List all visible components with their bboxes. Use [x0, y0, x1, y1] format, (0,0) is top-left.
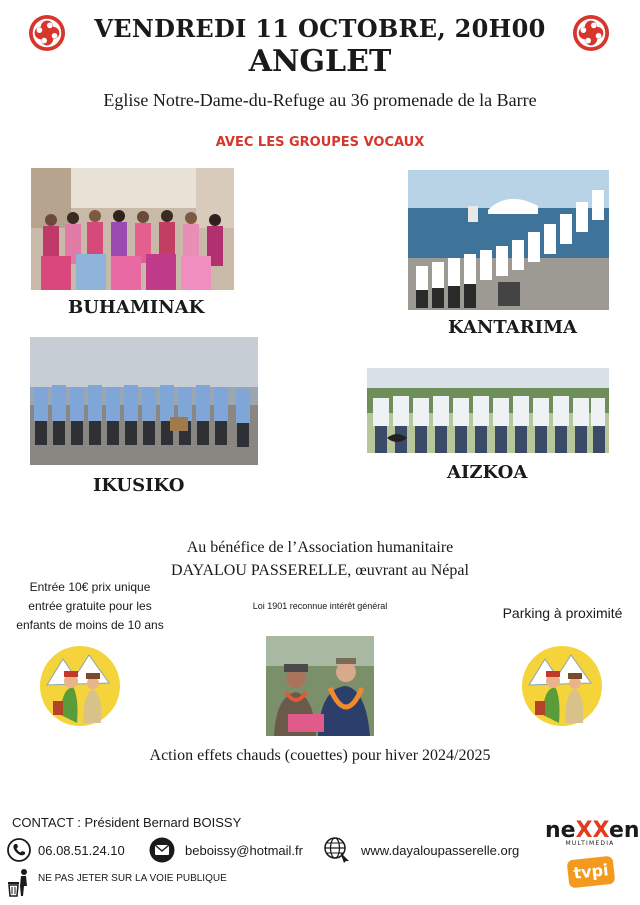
photo-kantarima [408, 170, 609, 310]
group-name-aizkoa: AIZKOA [447, 462, 528, 483]
action-text: Action effets chauds (couettes) pour hiver 2024/2025 [149, 747, 491, 764]
benefit-text [0, 536, 640, 582]
contact-email[interactable]: beboissy@hotmail.fr [185, 843, 303, 858]
parking-note: Parking à proximité [502, 605, 623, 621]
phone-icon [7, 838, 31, 862]
group-name-kantarima: KANTARIMA [448, 317, 577, 338]
event-date: VENDREDI 11 OCTOBRE, 20H00 [94, 14, 546, 43]
mascot-left-illustration [39, 645, 121, 727]
nexxen-logo-sub: MULTIMEDIA [565, 840, 615, 847]
nexxen-logo-xx: XX [575, 818, 609, 843]
photo-ikusiko [30, 337, 258, 465]
globe-icon [323, 836, 351, 864]
email-icon [149, 837, 175, 863]
groups-intro: AVEC LES GROUPES VOCAUX [215, 135, 425, 150]
contact-label: CONTACT : Président Bernard BOISSY [12, 815, 242, 830]
price-line-2: entrée gratuite pour les [28, 599, 152, 613]
photo-nepal-beneficiaries [266, 636, 374, 736]
price-info [6, 578, 174, 635]
benefit-line-2: DAYALOU PASSERELLE, œuvrant au Népal [171, 562, 469, 579]
mascot-right-illustration [521, 645, 603, 727]
photo-aizkoa [367, 368, 609, 453]
nexxen-logo-en: en [608, 818, 640, 843]
tvpi-logo-text: tvpi [572, 860, 610, 883]
loi-1901-note: Loi 1901 reconnue intérêt général [252, 601, 388, 611]
nexxen-logo [545, 818, 640, 847]
contact-phone: 06.08.51.24.10 [38, 843, 125, 858]
price-line-1: Entrée 10€ prix unique [29, 580, 151, 594]
price-line-3: enfants de moins de 10 ans [16, 618, 164, 632]
photo-buhaminak [31, 168, 234, 290]
group-name-buhaminak: BUHAMINAK [68, 297, 205, 318]
do-not-litter-notice: NE PAS JETER SUR LA VOIE PUBLIQUE [38, 873, 227, 884]
trash-bin-icon [7, 868, 31, 898]
tvpi-logo [567, 856, 616, 889]
event-venue: Eglise Notre-Dame-du-Refuge au 36 promenade de la Barre [103, 90, 537, 110]
benefit-line-1: Au bénéfice de l’Association humanitaire [186, 539, 454, 556]
nexxen-logo-ne: ne [545, 818, 576, 843]
contact-website[interactable]: www.dayaloupasserelle.org [361, 843, 520, 858]
event-city: ANGLET [248, 44, 392, 79]
group-name-ikusiko: IKUSIKO [93, 475, 185, 496]
